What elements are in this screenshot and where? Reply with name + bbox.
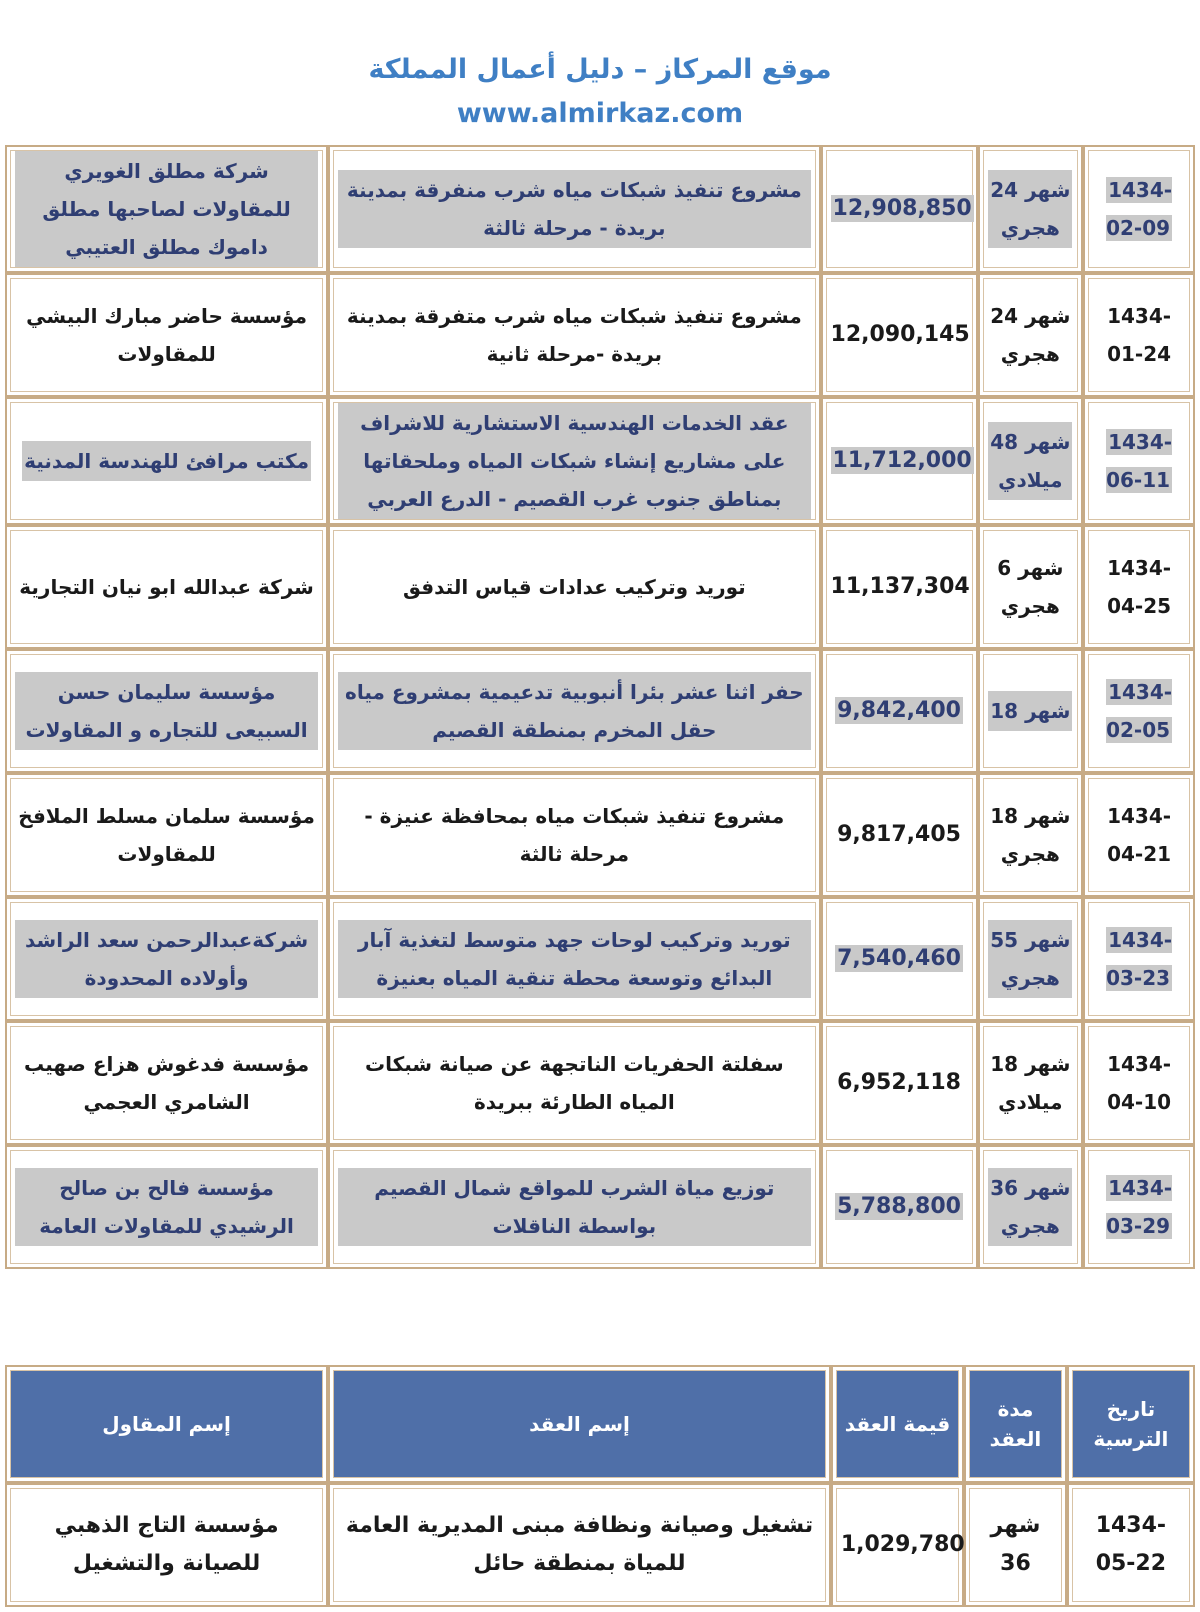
cell-contractor: شركة مطلق الغويري للمقاولات لصاحبها مطلق داموك مطلق العتيبي xyxy=(5,145,328,273)
table-row xyxy=(5,1021,1195,1145)
cell-duration xyxy=(978,1021,1084,1145)
page-header xyxy=(0,50,1200,134)
cell-value: 9,842,400 xyxy=(821,649,978,773)
table-row xyxy=(5,1483,1195,1607)
cell-contract: توزيع مياة الشرب للمواقع شمال القصيم بواسطة الناقلات xyxy=(328,1145,820,1269)
awards-table xyxy=(5,145,1195,1269)
cell-date: 1434-05-22 xyxy=(1067,1483,1195,1607)
duration-number: 18 xyxy=(990,699,1019,723)
cell-value: 11,712,000 xyxy=(821,397,978,525)
duration-calendar: ميلادي xyxy=(998,468,1063,492)
cell-contract: توريد وتركيب لوحات جهد متوسط لتغذية آبار البدائع وتوسعة محطة تنقية المياه بعنيزة xyxy=(328,897,820,1021)
cell-contract: مشروع تنفيذ شبكات مياه شرب متفرقة بمدينة بريدة -مرحلة ثانية xyxy=(328,273,820,397)
table-row xyxy=(5,273,1195,397)
cell-date: 1434-03-29 xyxy=(1083,1145,1195,1269)
duration-word: شهر xyxy=(990,1513,1041,1538)
cell-date: 1434-04-25 xyxy=(1083,525,1195,649)
header-contractor: إسم المقاول xyxy=(5,1365,328,1483)
header-date: تاريخ الترسية xyxy=(1067,1365,1195,1483)
cell-contract: سفلتة الحفريات الناتجهة عن صيانة شبكات المياه الطارئة ببريدة xyxy=(328,1021,820,1145)
cell-contract: عقد الخدمات الهندسية الاستشارية للاشراف على مشاريع إنشاء شبكات المياه وملحقاتها بمناطق جنوب غرب القصيم - الدرع العربي xyxy=(328,397,820,525)
cell-duration xyxy=(978,397,1084,525)
table-row xyxy=(5,773,1195,897)
duration-calendar: هجري xyxy=(1000,966,1060,990)
cell-duration xyxy=(978,1145,1084,1269)
duration-number: 18 xyxy=(990,1052,1019,1076)
duration-word: شهر xyxy=(1025,928,1071,952)
header-contract: إسم العقد xyxy=(328,1365,831,1483)
cell-duration xyxy=(978,145,1084,273)
cell-duration xyxy=(978,273,1084,397)
cell-contractor: مؤسسة التاج الذهبي للصيانة والتشغيل xyxy=(5,1483,328,1607)
cell-value: 12,090,145 xyxy=(821,273,978,397)
cell-date: 1434-04-21 xyxy=(1083,773,1195,897)
site-url[interactable]: www.almirkaz.com xyxy=(456,98,744,129)
duration-calendar: ميلادي xyxy=(998,1090,1063,1114)
duration-word: شهر xyxy=(1025,1176,1071,1200)
duration-calendar: هجري xyxy=(1000,216,1060,240)
header-duration: مدة العقد xyxy=(964,1365,1067,1483)
duration-number: 48 xyxy=(990,430,1019,454)
cell-contract: حفر اثنا عشر بئرا أنبوبية تدعيمية بمشروع مياه حقل المخرم بمنطقة القصيم xyxy=(328,649,820,773)
cell-contract: توريد وتركيب عدادات قياس التدفق xyxy=(328,525,820,649)
header-value: قيمة العقد xyxy=(831,1365,964,1483)
duration-calendar: هجري xyxy=(1000,594,1060,618)
duration-calendar: هجري xyxy=(1000,842,1060,866)
duration-number: 55 xyxy=(990,928,1019,952)
table-row xyxy=(5,145,1195,273)
cell-value: 6,952,118 xyxy=(821,1021,978,1145)
cell-contractor: مؤسسة فدغوش هزاع صهيب الشامري العجمي xyxy=(5,1021,328,1145)
duration-word: شهر xyxy=(1025,304,1071,328)
duration-number: 24 xyxy=(990,178,1019,202)
duration-number: 24 xyxy=(990,304,1019,328)
duration-number: 36 xyxy=(990,1176,1019,1200)
cell-contract: تشغيل وصيانة ونظافة مبنى المديرية العامة للمياة بمنطقة حائل xyxy=(328,1483,831,1607)
cell-contractor: مؤسسة حاضر مبارك البيشي للمقاولات xyxy=(5,273,328,397)
cell-duration xyxy=(978,525,1084,649)
duration-word: شهر xyxy=(1025,430,1071,454)
cell-value: 9,817,405 xyxy=(821,773,978,897)
cell-contractor: مكتب مرافئ للهندسة المدنية xyxy=(5,397,328,525)
cell-value: 11,137,304 xyxy=(821,525,978,649)
duration-word: شهر xyxy=(1025,178,1071,202)
duration-word: شهر xyxy=(1025,804,1071,828)
cell-contract: مشروع تنفيذ شبكات مياه بمحافظة عنيزة - مرحلة ثالثة xyxy=(328,773,820,897)
duration-number: 18 xyxy=(990,804,1019,828)
site-title: موقع المركاز – دليل أعمال المملكة xyxy=(368,54,832,85)
table-row xyxy=(5,397,1195,525)
table-row xyxy=(5,1145,1195,1269)
cell-value: 12,908,850 xyxy=(821,145,978,273)
awards-table-2 xyxy=(5,1365,1195,1607)
duration-calendar: هجري xyxy=(1000,1214,1060,1238)
cell-contract: مشروع تنفيذ شبكات مياه شرب منفرقة بمدينة بريدة - مرحلة ثالثة xyxy=(328,145,820,273)
cell-date: 1434-03-23 xyxy=(1083,897,1195,1021)
cell-duration xyxy=(978,773,1084,897)
cell-date: 1434-02-05 xyxy=(1083,649,1195,773)
cell-duration xyxy=(978,649,1084,773)
table-header-row xyxy=(5,1365,1195,1483)
cell-duration xyxy=(978,897,1084,1021)
duration-word: شهر xyxy=(1025,699,1071,723)
duration-calendar: هجري xyxy=(1000,342,1060,366)
table-row xyxy=(5,897,1195,1021)
cell-contractor: شركةعبدالرحمن سعد الراشد وأولاده المحدودة xyxy=(5,897,328,1021)
cell-duration xyxy=(964,1483,1067,1607)
cell-contractor: مؤسسة سليمان حسن السبيعى للتجاره و المقاولات xyxy=(5,649,328,773)
cell-date: 1434-04-10 xyxy=(1083,1021,1195,1145)
cell-value: 5,788,800 xyxy=(821,1145,978,1269)
duration-number: 6 xyxy=(997,556,1012,580)
cell-contractor: مؤسسة سلمان مسلط الملافخ للمقاولات xyxy=(5,773,328,897)
cell-date: 1434-06-11 xyxy=(1083,397,1195,525)
table-row xyxy=(5,649,1195,773)
duration-word: شهر xyxy=(1018,556,1064,580)
cell-date: 1434-01-24 xyxy=(1083,273,1195,397)
cell-contractor: مؤسسة فالح بن صالح الرشيدي للمقاولات العامة xyxy=(5,1145,328,1269)
cell-value: 7,540,460 xyxy=(821,897,978,1021)
duration-number: 36 xyxy=(1000,1551,1031,1576)
cell-contractor: شركة عبدالله ابو نيان التجارية xyxy=(5,525,328,649)
table-row xyxy=(5,525,1195,649)
cell-value: 1,029,780 xyxy=(831,1483,964,1607)
cell-date: 1434-02-09 xyxy=(1083,145,1195,273)
duration-word: شهر xyxy=(1025,1052,1071,1076)
